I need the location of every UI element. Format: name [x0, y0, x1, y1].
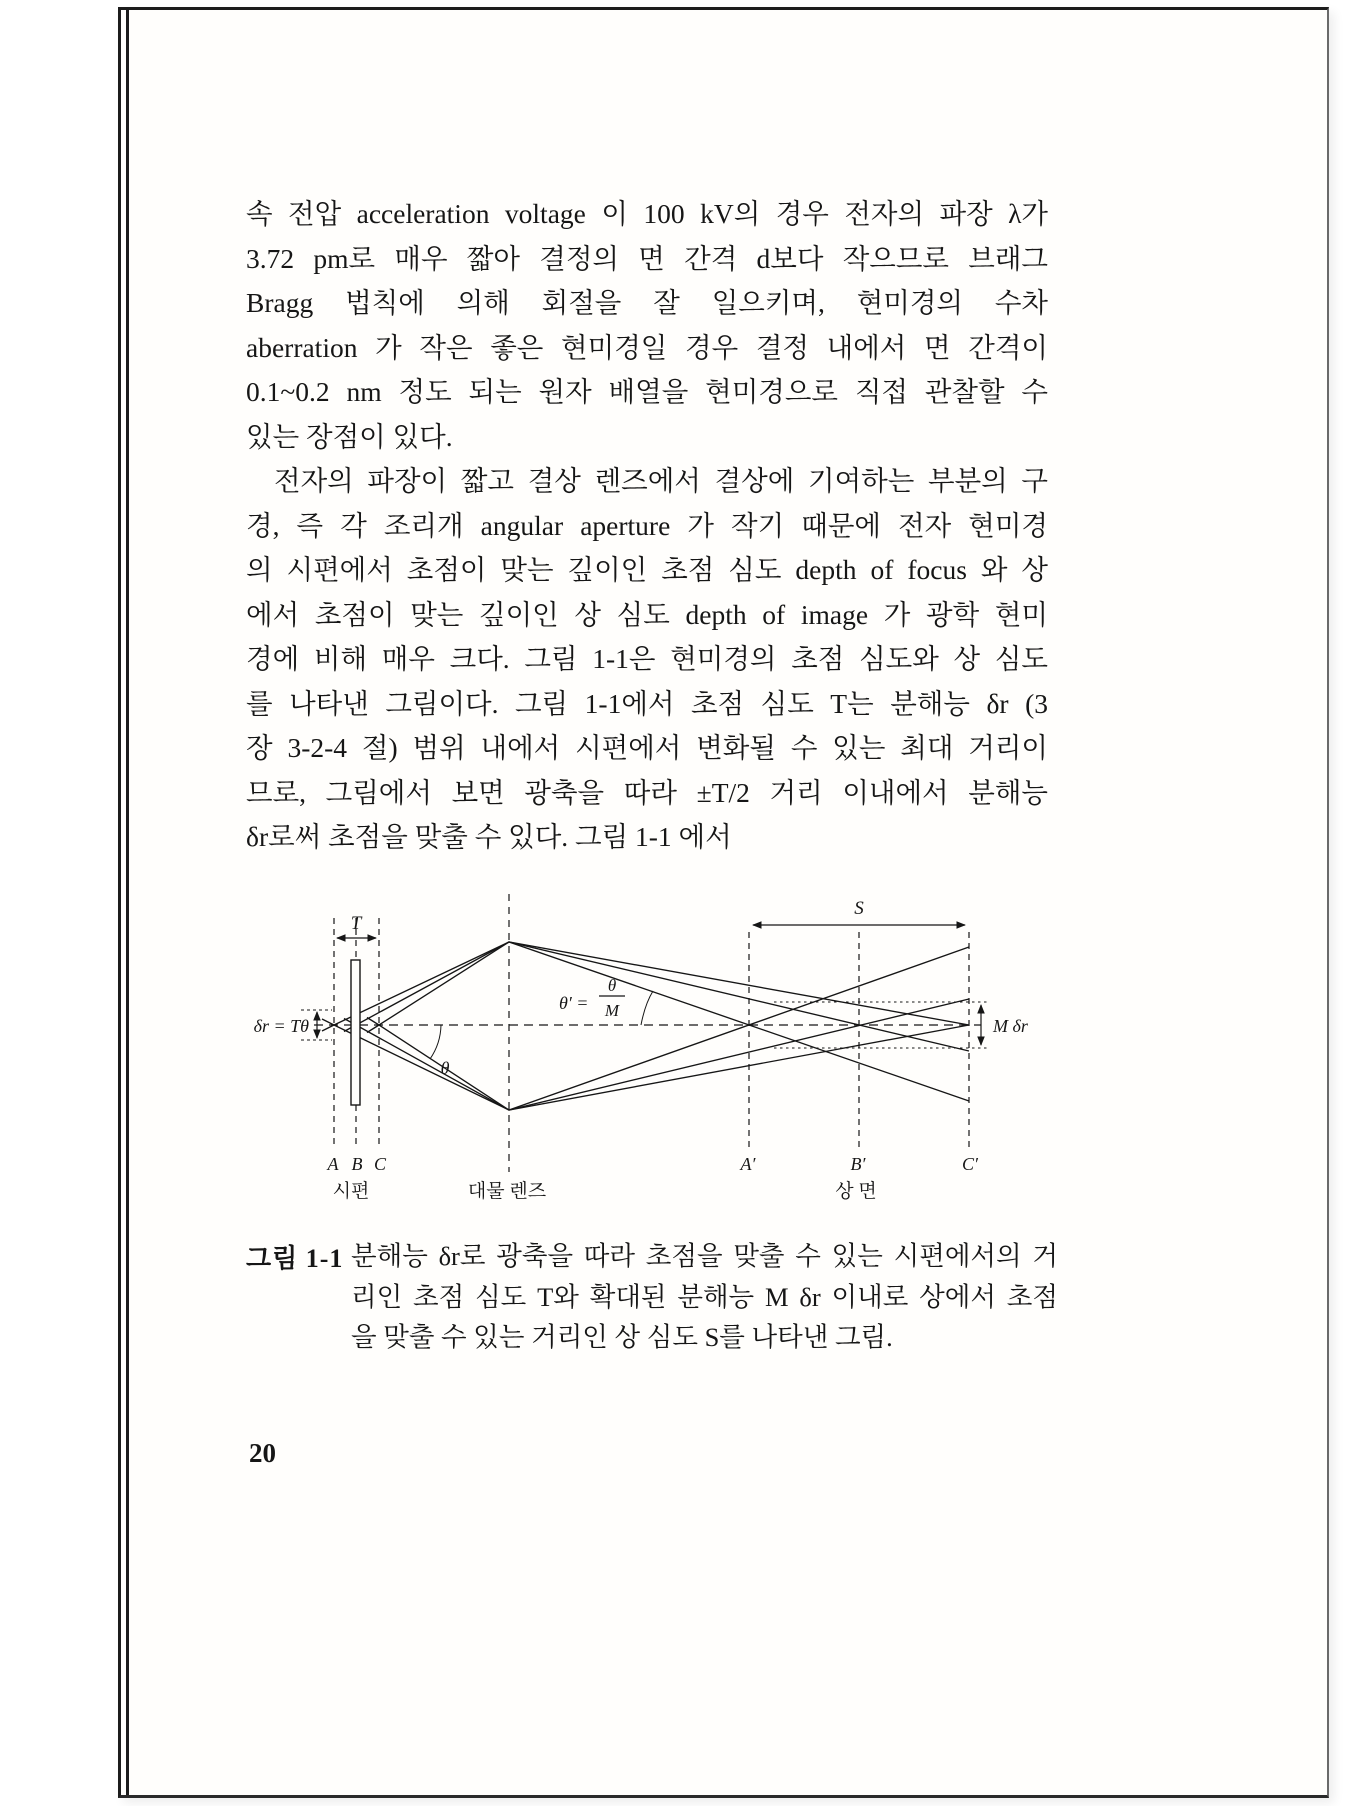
label-specimen: 시편 — [332, 1181, 370, 1202]
theta-angle-arc — [430, 1025, 441, 1059]
text-line: 속 전압 acceleration voltage 이 100 kV의 경우 전자의 파장 λ가 — [246, 198, 1048, 229]
label-m-delta-r: M δr — [993, 1016, 1028, 1036]
body-text — [246, 192, 1048, 860]
paragraph-1 — [246, 192, 1048, 459]
specimen-slab — [351, 960, 360, 1105]
label-theta-prime-equals: θ′ = — [559, 993, 589, 1013]
label-depth-of-image-S: S — [854, 898, 864, 919]
text-line: Bragg 법칙에 의해 회절을 잘 일으키며, 현미경의 수차 — [246, 287, 1048, 318]
label-depth-of-focus-T: T — [350, 913, 362, 934]
text-line: 에서 초점이 맞는 깊이인 상 심도 depth of image 가 광학 현미 — [246, 598, 1048, 630]
figure-caption-text — [351, 1236, 1058, 1358]
text-line: 분해능 δr로 광축을 따라 초점을 맞출 수 있는 시편에서의 거 — [351, 1241, 1058, 1271]
label-theta: θ — [440, 1058, 450, 1078]
text-line: 의 시편에서 초점이 맞는 깊이인 초점 심도 depth of focus 와 상 — [246, 554, 1048, 585]
label-theta-numerator: θ — [607, 976, 617, 995]
text-line: 므로, 그림에서 보면 광축을 따라 ±T/2 거리 이내에서 분해능 — [246, 776, 1048, 808]
page-number: 20 — [249, 1438, 276, 1468]
text-line: 리인 초점 심도 T와 확대된 분해능 M δr 이내로 상에서 초점 — [351, 1281, 1058, 1312]
text-line: 0.1~0.2 nm 정도 되는 원자 배열을 현미경으로 직접 관찰할 수 — [246, 376, 1048, 407]
text-line: aberration 가 작은 좋은 현미경일 경우 결정 내에서 면 간격이 — [246, 331, 1048, 363]
label-image-plane: 상 면 — [835, 1181, 877, 1202]
label-point-C-prime: C′ — [962, 1154, 978, 1174]
label-point-A-prime: A′ — [740, 1154, 756, 1174]
figure-1-1-ray-diagram — [229, 890, 1039, 1210]
text-line: 장 3-2-4 절) 범위 내에서 시편에서 변화될 수 있는 최대 거리이 — [246, 732, 1048, 763]
figure-caption — [246, 1236, 1058, 1358]
paragraph-2 — [246, 459, 1048, 860]
figure-caption-tag: 그림 1-1 — [246, 1244, 344, 1273]
label-point-C: C — [373, 1154, 387, 1174]
ray-lines — [322, 942, 969, 1110]
book-page — [118, 7, 1329, 1798]
label-point-A: A — [327, 1154, 339, 1174]
text-line: 있는 장점이 있다. — [246, 420, 453, 452]
theta-prime-angle-arc — [641, 991, 653, 1025]
label-point-B: B — [351, 1154, 363, 1174]
image-plane-lines — [749, 932, 969, 1152]
label-point-B-prime: B′ — [850, 1154, 866, 1174]
text-line: δr로써 초점을 맞출 수 있다. 그림 1-1 에서 — [246, 821, 732, 852]
text-line: 경에 비해 매우 크다. 그림 1-1은 현미경의 초점 심도와 상 심도 — [246, 643, 1048, 674]
text-line: 를 나타낸 그림이다. 그림 1-1에서 초점 심도 T는 분해능 δr (3 — [246, 687, 1048, 719]
label-M-denominator: M — [604, 1001, 620, 1020]
text-line: 경, 즉 각 조리개 angular aperture 가 작기 때문에 전자 현미경 — [246, 509, 1048, 541]
text-line: 전자의 파장이 짧고 결상 렌즈에서 결상에 기여하는 부분의 구 — [274, 465, 1048, 496]
text-line: 을 맞출 수 있는 거리인 상 심도 S를 나타낸 그림. — [351, 1322, 893, 1352]
label-objective-lens: 대물 렌즈 — [467, 1181, 547, 1202]
label-delta-r-equation: δr = Tθ — [253, 1016, 309, 1036]
text-line: 3.72 pm로 매우 짧아 결정의 면 간격 d보다 작으므로 브래그 — [246, 242, 1048, 274]
